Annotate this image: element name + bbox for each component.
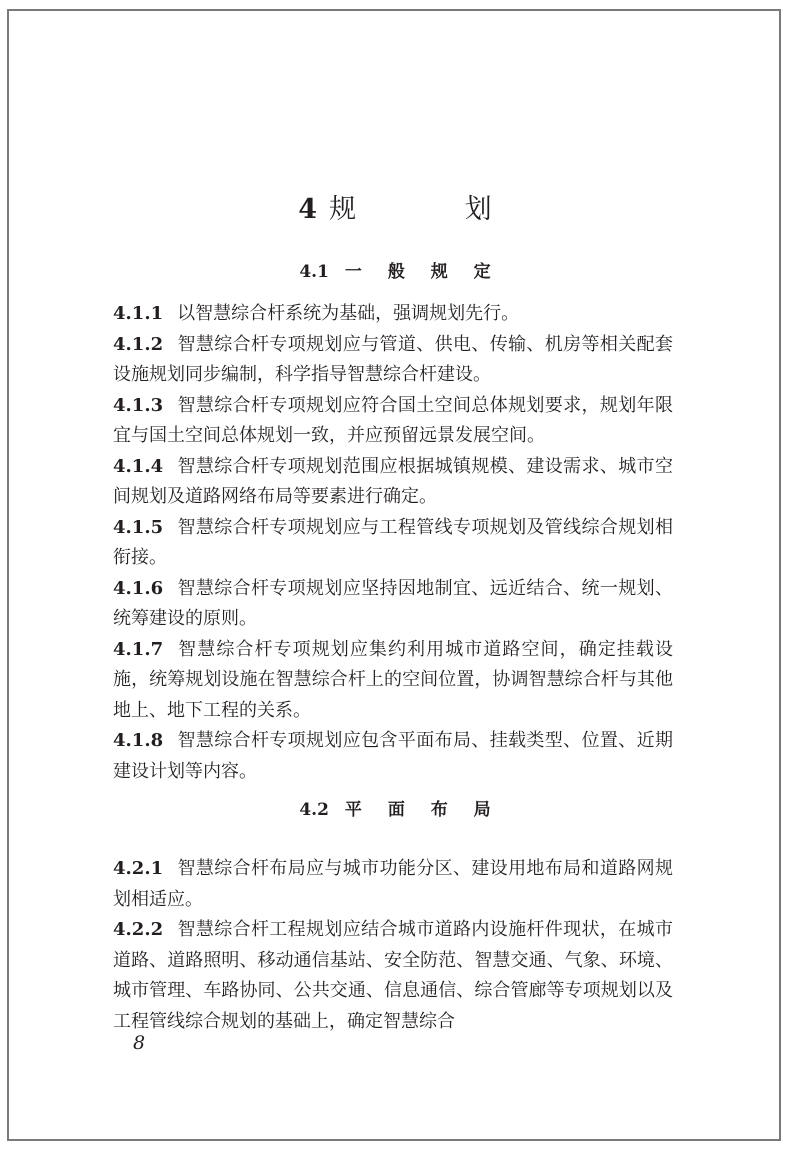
section-heading-4-1 [0, 258, 790, 286]
clause-number: 4.1.8 [113, 730, 164, 751]
clause-4-1-1 [113, 299, 673, 330]
section-number: 4.2 [299, 800, 329, 820]
clause-number: 4.1.6 [113, 577, 164, 599]
clause-number: 4.2.2 [113, 919, 164, 940]
clause-4-1-4 [113, 452, 673, 513]
clause-number: 4.1.5 [113, 516, 164, 538]
section-title: 平 面 布 局 [344, 800, 501, 820]
clause-text: 智慧综合杆工程规划应结合城市道路内设施杆件现状，在城市道路、道路照明、移动通信基站、安全防范、智慧交通、气象、环境、城市管理、车路协同、公共交通、信息通信、综合管廊等专项规划以及工程管线综合规划的基础上，确定智慧综合 [113, 919, 673, 1032]
section-number: 4.1 [299, 262, 329, 282]
clause-text: 智慧综合杆专项规划应集约利用城市道路空间，确定挂载设施，统筹规划设施在智慧综合杆上的空间位置，协调智慧综合杆与其他地上、地下工程的关系。 [113, 638, 673, 721]
section-title: 一 般 规 定 [344, 262, 501, 282]
clause-text: 智慧综合杆专项规划应坚持因地制宜、远近结合、统一规划、统筹建设的原则。 [113, 577, 673, 629]
clause-4-1-2 [113, 330, 673, 391]
clause-number: 4.1.3 [113, 394, 164, 416]
chapter-number: 4 [298, 194, 318, 225]
body-content [113, 299, 673, 1037]
section-heading-4-2 [0, 796, 790, 824]
clause-text: 以智慧综合杆系统为基础，强调规划先行。 [177, 303, 520, 324]
clause-4-2-2 [113, 915, 673, 1037]
clause-4-1-6 [113, 574, 673, 635]
clause-4-1-7 [113, 635, 673, 727]
clause-text: 智慧综合杆布局应与城市功能分区、建设用地布局和道路网规划相适应。 [113, 858, 673, 910]
chapter-title [0, 190, 790, 230]
clause-4-1-3 [113, 391, 673, 452]
clause-4-1-8 [113, 726, 673, 787]
clause-text: 智慧综合杆专项规划应包含平面布局、挂载类型、位置、近期建设计划等内容。 [113, 730, 673, 782]
clause-text: 智慧综合杆专项规划应符合国土空间总体规划要求，规划年限宜与国土空间总体规划一致，并应预留远景发展空间。 [113, 394, 673, 446]
clause-number: 4.1.4 [113, 455, 164, 477]
page-number: 8 [133, 1032, 146, 1054]
clause-text: 智慧综合杆专项规划应与工程管线专项规划及管线综合规划相衔接。 [113, 516, 673, 568]
chapter-title-text: 规 划 [329, 194, 542, 225]
clause-number: 4.1.7 [113, 638, 164, 660]
clause-text: 智慧综合杆专项规划范围应根据城镇规模、建设需求、城市空间规划及道路网络布局等要素进行确定。 [113, 455, 673, 507]
clause-4-1-5 [113, 513, 673, 574]
clause-4-2-1 [113, 854, 673, 915]
clause-number: 4.2.1 [113, 858, 164, 879]
clause-number: 4.1.1 [113, 303, 164, 324]
clause-text: 智慧综合杆专项规划应与管道、供电、传输、机房等相关配套设施规划同步编制，科学指导智慧综合杆建设。 [113, 333, 673, 385]
clause-number: 4.1.2 [113, 333, 164, 355]
